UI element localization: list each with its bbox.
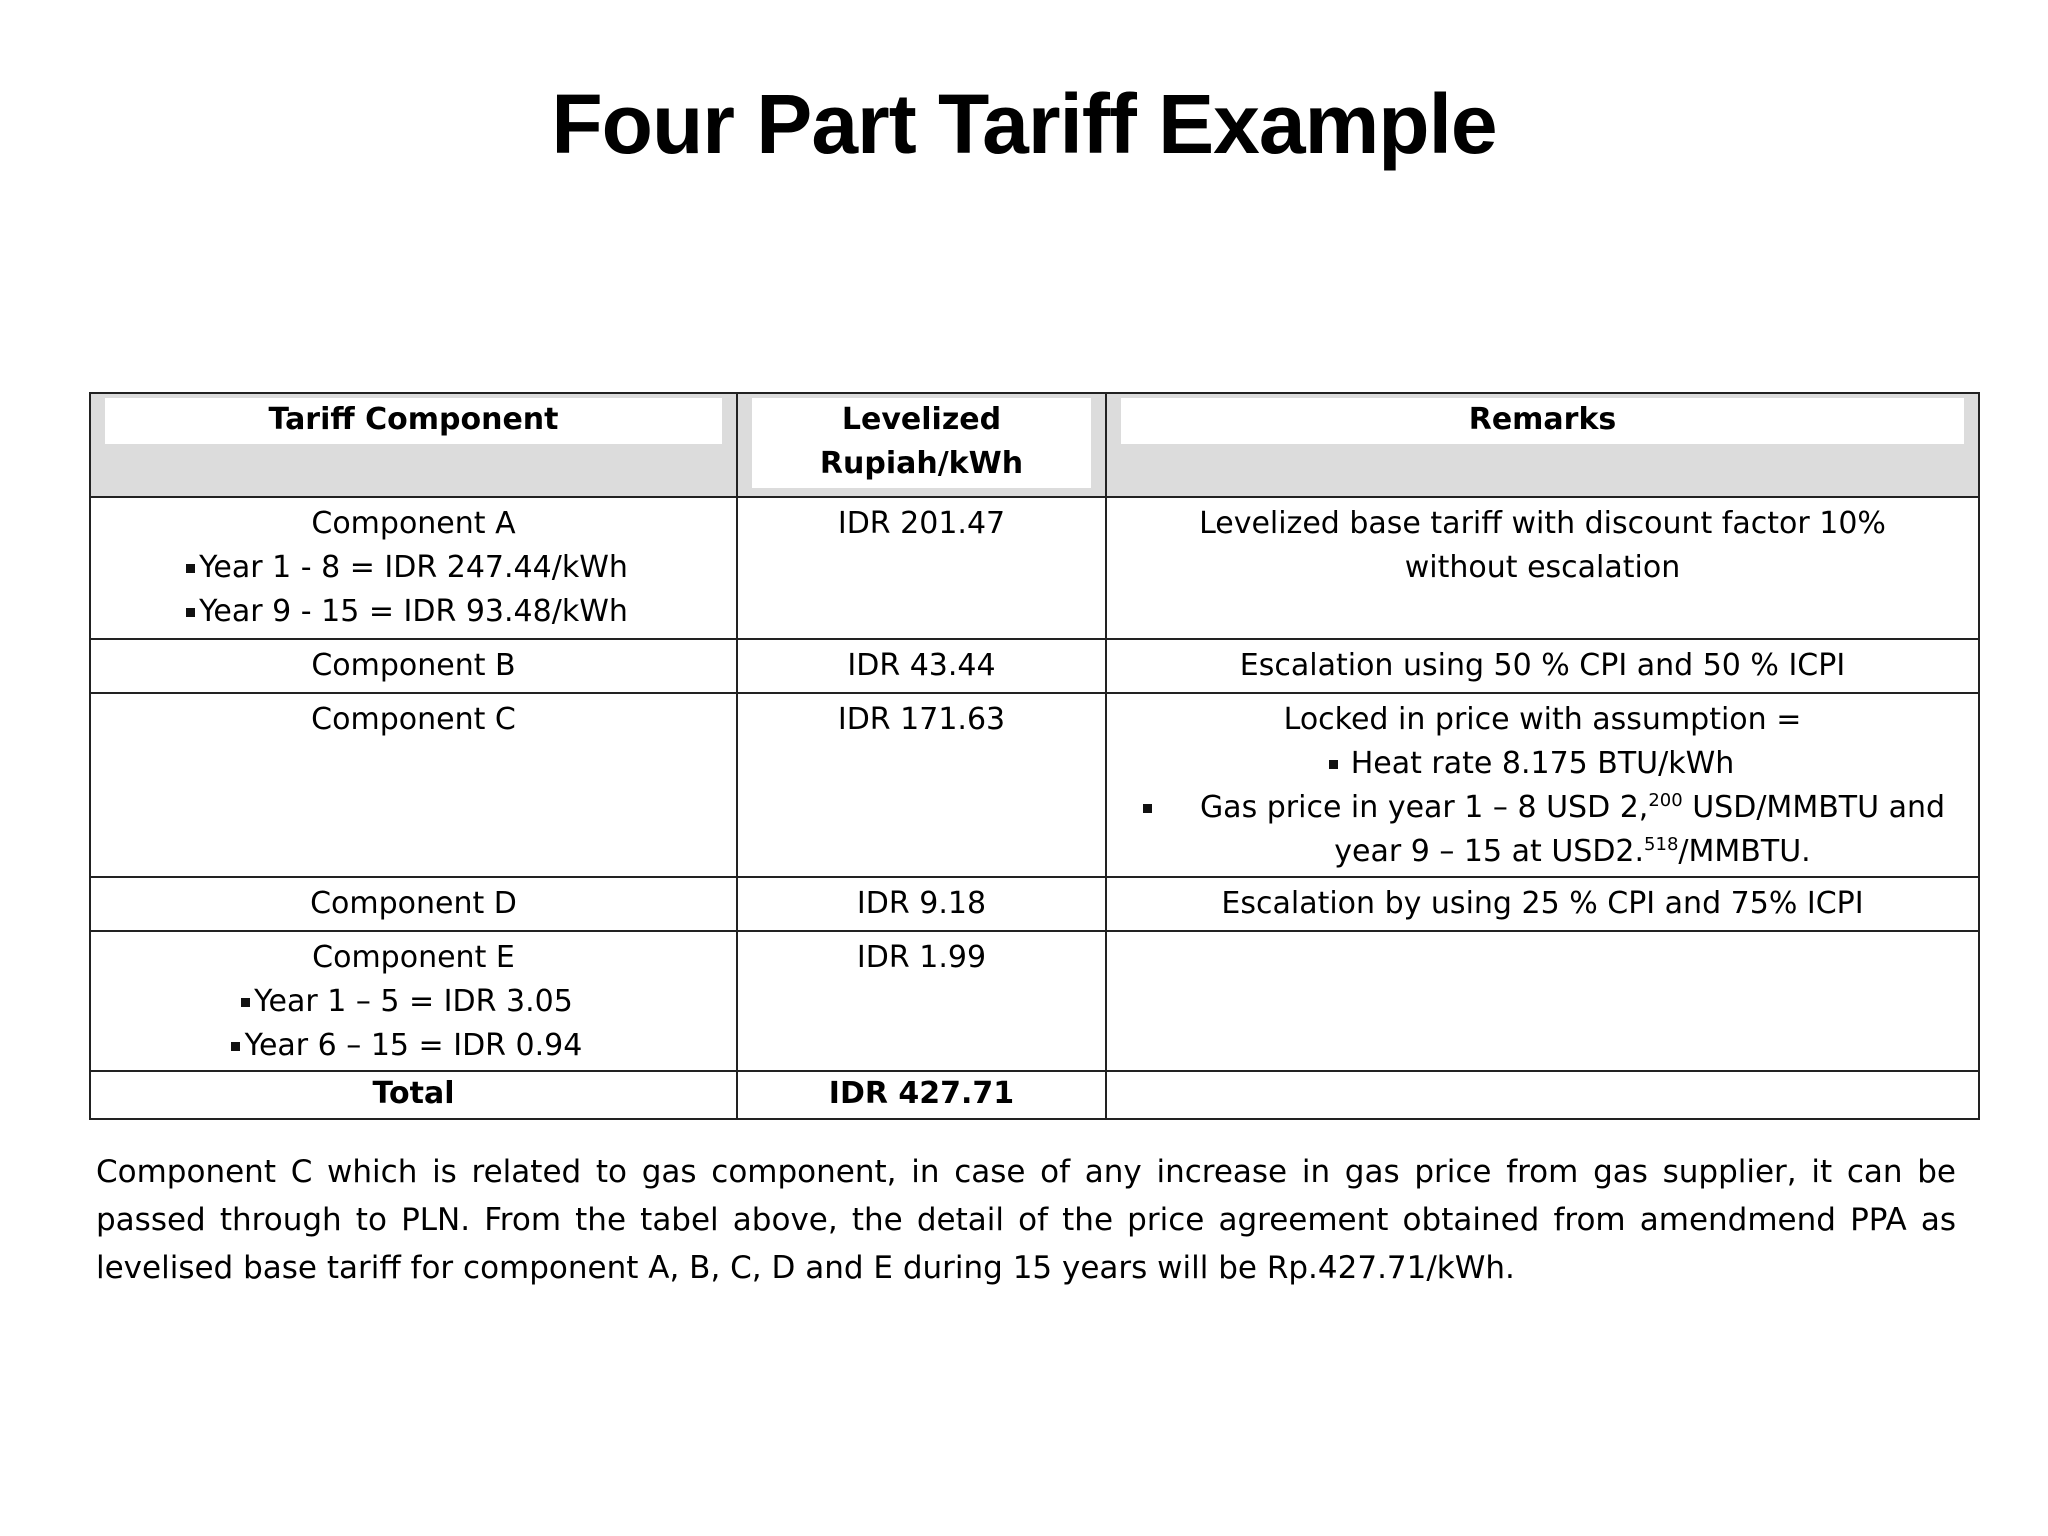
gas-price-sup-2: 518 — [1644, 834, 1679, 855]
component-name: Component A — [311, 506, 516, 541]
bullet-square-icon — [1329, 760, 1338, 769]
total-value: IDR 427.71 — [737, 1071, 1106, 1119]
header-label: Tariff Component — [105, 398, 722, 444]
bullet-item — [1117, 786, 1968, 874]
remarks-cell: Escalation by using 25 % CPI and 75% ICPI — [1106, 877, 1979, 931]
remarks-cell: Escalation using 50 % CPI and 50 % ICPI — [1106, 639, 1979, 693]
value-cell: IDR 171.63 — [737, 693, 1106, 877]
bullet-text: Year 6 – 15 = IDR 0.94 — [244, 1028, 583, 1063]
tariff-table — [89, 392, 1980, 1120]
remarks-cell — [1106, 931, 1979, 1071]
table-row — [90, 931, 1979, 1071]
table-row — [90, 639, 1979, 693]
bullet-item — [101, 1024, 726, 1068]
bullet-text: Heat rate 8.175 BTU/kWh — [1350, 746, 1735, 781]
bullet-text: Year 1 - 8 = IDR 247.44/kWh — [199, 550, 628, 585]
total-label: Total — [90, 1071, 737, 1119]
bullet-item — [101, 590, 726, 634]
summary-paragraph: Component C which is related to gas component, in case of any increase in gas price from gas supplier, it can be passed through to PLN. From the tabel above, the detail of the price agreement obtained from amendmend PPA as levelised base tariff for component A, B, C, D and E during 15 years will be Rp.427.71/kWh. — [96, 1154, 1956, 1286]
remarks-cell — [1106, 693, 1979, 877]
total-row — [90, 1071, 1979, 1119]
bullet-square-icon — [241, 998, 250, 1007]
bullet-square-icon — [186, 564, 195, 573]
total-remarks — [1106, 1071, 1979, 1119]
gas-price-text-2: USD/MMBTU and year 9 – 15 at USD2. — [1334, 790, 1946, 869]
gas-price-sup-1: 200 — [1648, 790, 1683, 811]
component-cell: Component B — [90, 639, 737, 693]
header-label: Remarks — [1121, 398, 1964, 444]
bullet-item — [101, 546, 726, 590]
value-cell: IDR 1.99 — [737, 931, 1106, 1071]
value-cell: IDR 43.44 — [737, 639, 1106, 693]
component-name: Component E — [312, 940, 515, 975]
header-label: Levelized Rupiah/kWh — [752, 398, 1091, 488]
bullet-text — [1200, 790, 1945, 869]
slide-title: Four Part Tariff Example — [551, 77, 1497, 171]
table-row — [90, 497, 1979, 639]
bullet-square-icon — [231, 1042, 240, 1051]
bullet-item — [101, 980, 726, 1024]
remarks-text: Locked in price with assumption = — [1283, 702, 1802, 737]
component-cell: Component C — [90, 693, 737, 877]
bullet-text: Year 1 – 5 = IDR 3.05 — [254, 984, 573, 1019]
gas-price-text-1: Gas price in year 1 – 8 USD 2, — [1199, 790, 1649, 825]
value-cell: IDR 201.47 — [737, 497, 1106, 639]
bullet-square-icon — [1143, 804, 1152, 813]
bullet-item — [1117, 742, 1968, 786]
table-row — [90, 693, 1979, 877]
remarks-cell: Levelized base tariff with discount factor 10% without escalation — [1106, 497, 1979, 639]
header-levelized-rupiah — [737, 393, 1106, 497]
value-cell: IDR 9.18 — [737, 877, 1106, 931]
component-cell — [90, 497, 737, 639]
table-row — [90, 877, 1979, 931]
component-cell — [90, 931, 737, 1071]
component-cell: Component D — [90, 877, 737, 931]
bullet-square-icon — [186, 608, 195, 617]
gas-price-text-3: /MMBTU. — [1678, 834, 1811, 869]
table-header-row — [90, 393, 1979, 497]
bullet-text: Year 9 - 15 = IDR 93.48/kWh — [199, 594, 628, 629]
header-tariff-component — [90, 393, 737, 497]
header-remarks — [1106, 393, 1979, 497]
